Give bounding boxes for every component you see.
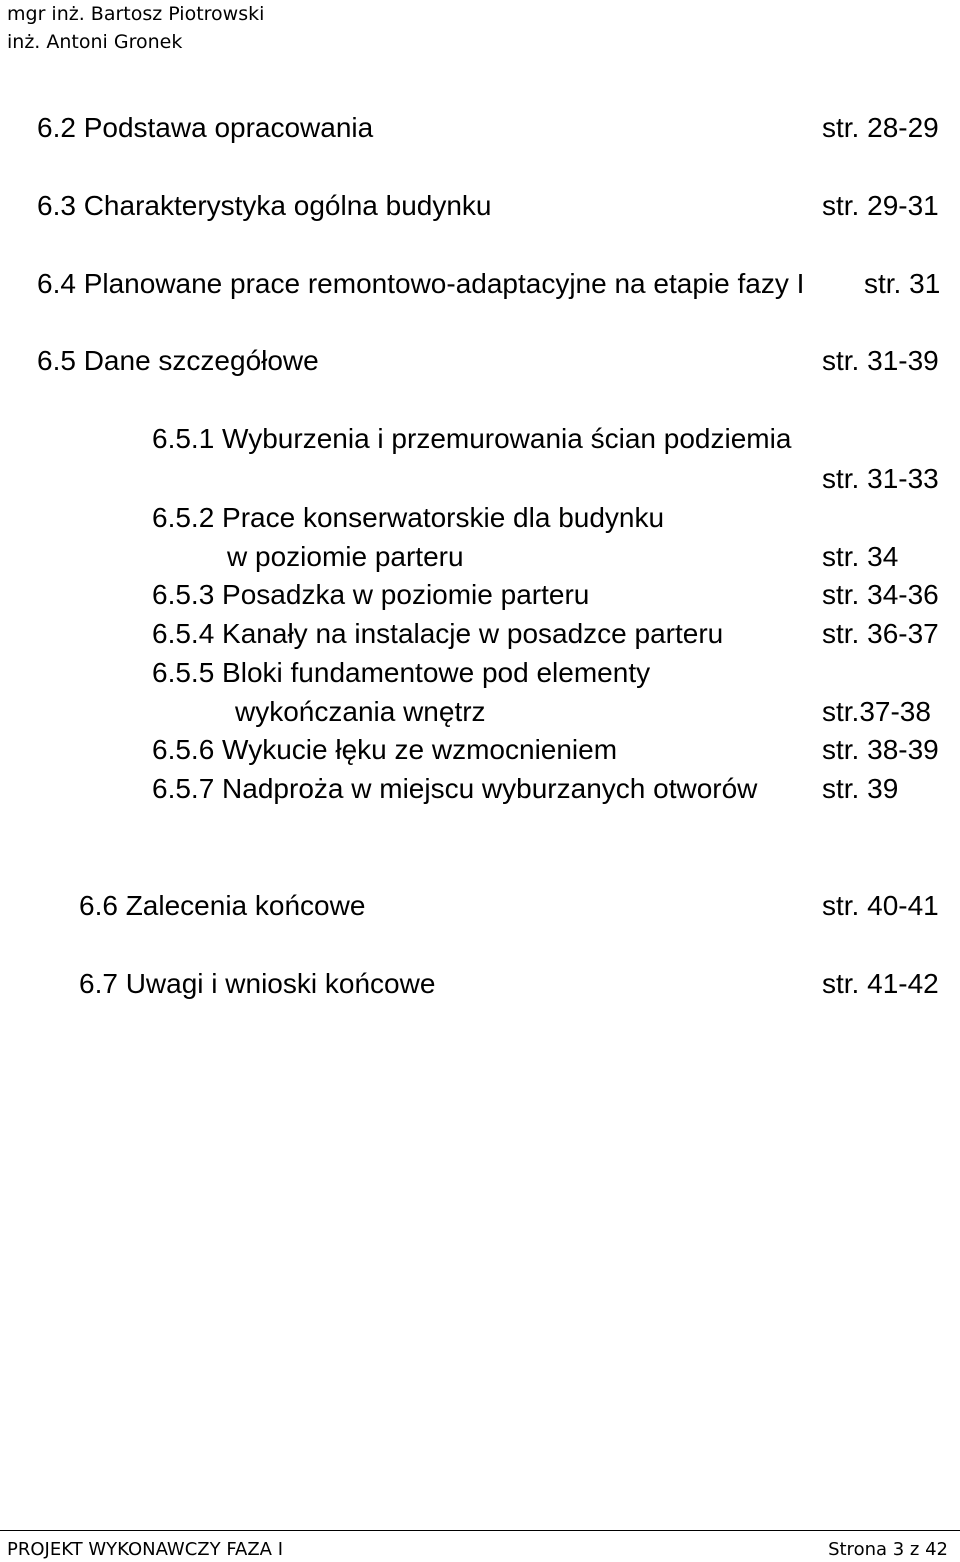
toc-entry-page: str. 34-36 xyxy=(822,579,939,610)
toc-entry-page: str. 31-39 xyxy=(822,345,939,376)
header-author-1: mgr inż. Bartosz Piotrowski xyxy=(7,3,265,25)
toc-entry-page: str. 36-37 xyxy=(822,618,939,649)
toc-entry-title: 6.5.7 Nadproża w miejscu wyburzanych otworów xyxy=(152,773,758,804)
toc-entry-page: str. 39 xyxy=(822,773,899,804)
toc-entry-title-continued: w poziomie parteru xyxy=(227,541,464,572)
toc-entry-title: 6.5.1 Wyburzenia i przemurowania ścian podziemia xyxy=(152,423,792,454)
toc-entry-title-continued: wykończania wnętrz xyxy=(235,696,486,727)
toc-entry-page: str. 31 xyxy=(864,268,941,299)
footer-project-name: PROJEKT WYKONAWCZY FAZA I xyxy=(7,1539,284,1560)
toc-entry-title: 6.5.4 Kanały na instalacje w posadzce parteru xyxy=(152,618,724,649)
toc-entry-title: 6.5.6 Wykucie łęku ze wzmocnieniem xyxy=(152,734,618,765)
toc-entry-page: str. 31-33 xyxy=(822,463,939,494)
toc-entry-title: 6.3 Charakterystyka ogólna budynku xyxy=(37,190,492,221)
toc-entry-page: str. 41-42 xyxy=(822,968,939,999)
toc-entry-title: 6.6 Zalecenia końcowe xyxy=(79,890,366,921)
toc-entry-page: str. 29-31 xyxy=(822,190,939,221)
footer-page-number: Strona 3 z 42 xyxy=(828,1539,948,1560)
toc-entry-title: 6.7 Uwagi i wnioski końcowe xyxy=(79,968,436,999)
page-footer xyxy=(0,1530,960,1562)
toc-entry-title: 6.5 Dane szczegółowe xyxy=(37,345,319,376)
toc-entry-title: 6.2 Podstawa opracowania xyxy=(37,112,374,143)
toc-entry-page: str. 34 xyxy=(822,541,899,572)
toc-entry-title: 6.5.2 Prace konserwatorskie dla budynku xyxy=(152,502,665,533)
toc-entry-page: str. 38-39 xyxy=(822,734,939,765)
toc-entry-page: str. 40-41 xyxy=(822,890,939,921)
header-author-2: inż. Antoni Gronek xyxy=(7,31,183,53)
toc-entry-title: 6.5.5 Bloki fundamentowe pod elementy xyxy=(152,657,651,688)
toc-entry-title: 6.4 Planowane prace remontowo-adaptacyjne na etapie fazy I xyxy=(37,268,805,299)
toc-entry-page: str. 28-29 xyxy=(822,112,939,143)
toc-entry-title: 6.5.3 Posadzka w poziomie parteru xyxy=(152,579,590,610)
toc-entry-page: str.37-38 xyxy=(822,696,931,727)
